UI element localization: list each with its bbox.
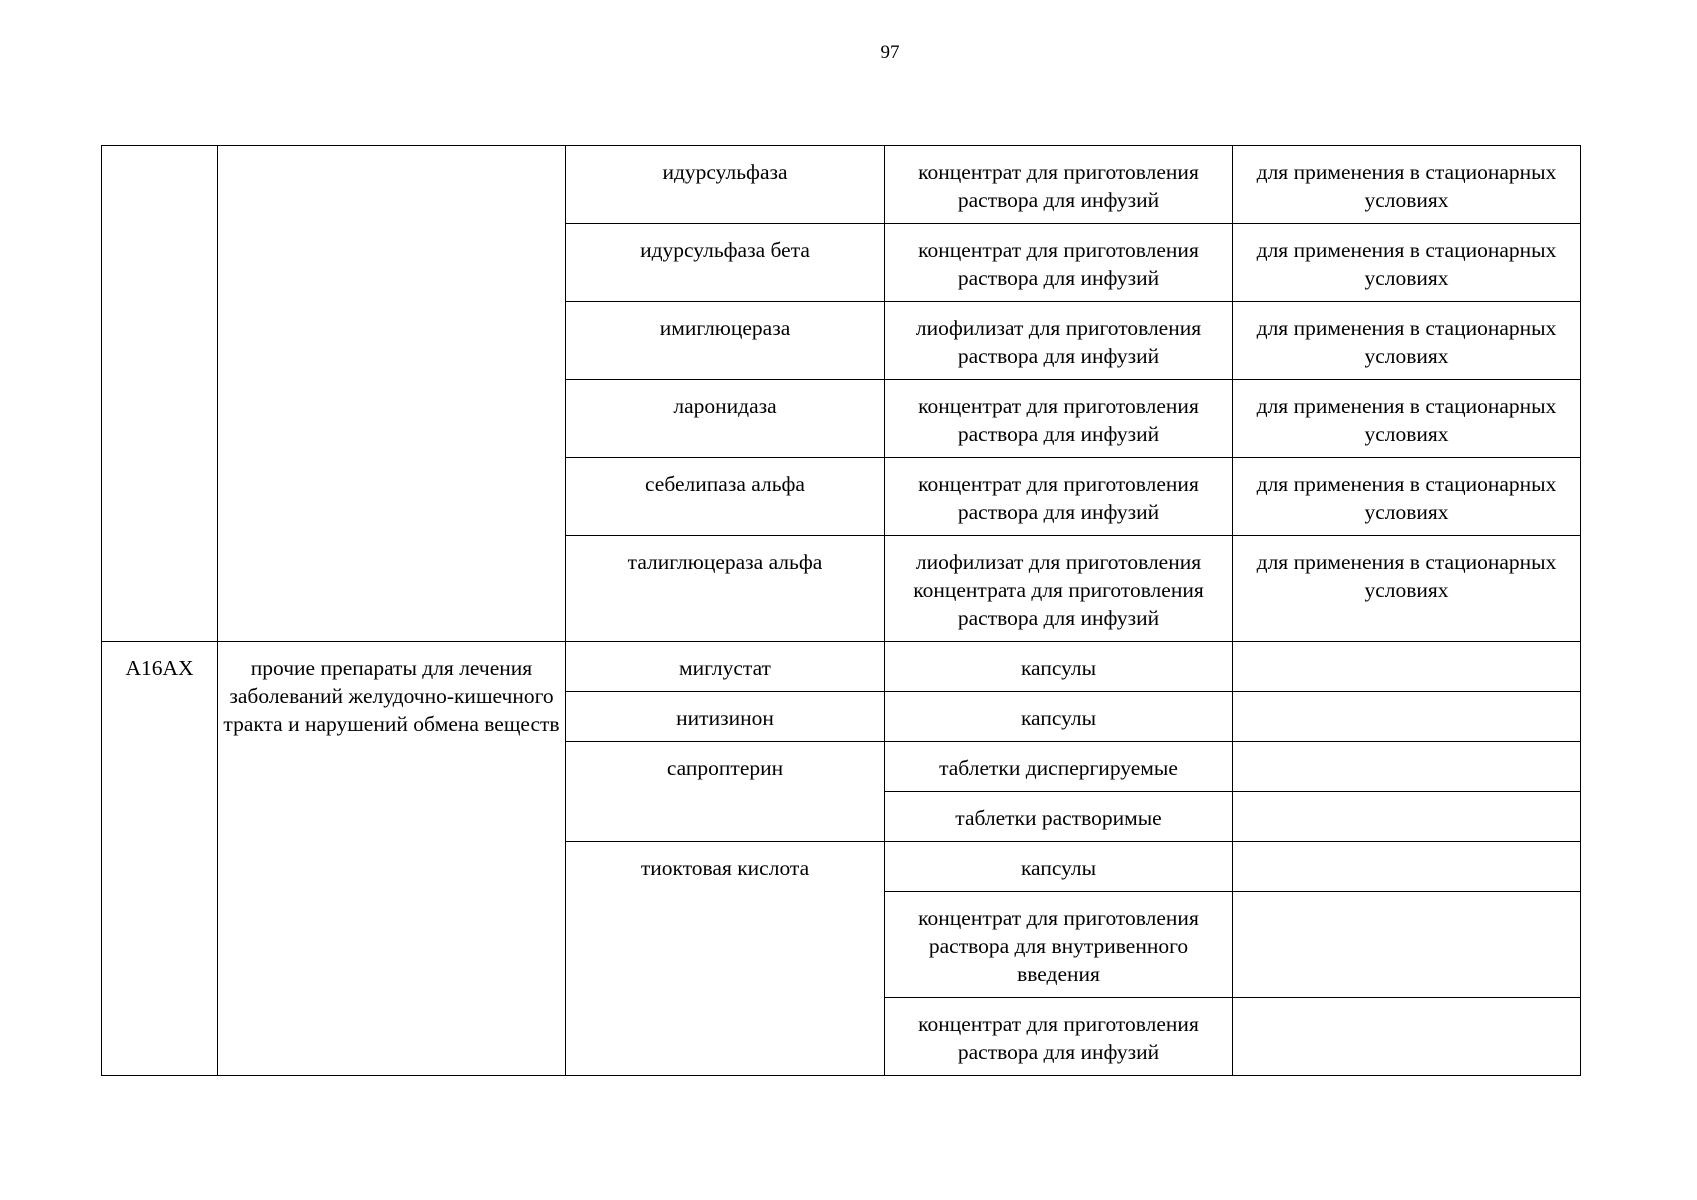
dosage-form-cell: концентрат для приготовления раствора для инфузий — [885, 458, 1233, 536]
usage-note-cell: для применения в стационарных условиях — [1233, 146, 1581, 224]
drug-name-cell: тиоктовая кислота — [566, 842, 885, 1076]
atc-code-cell-empty — [102, 146, 218, 642]
usage-note-cell — [1233, 892, 1581, 998]
medication-table — [101, 145, 1581, 1076]
drug-name-cell: себелипаза альфа — [566, 458, 885, 536]
dosage-form-cell: концентрат для приготовления раствора для инфузий — [885, 380, 1233, 458]
drug-name-cell: миглустат — [566, 642, 885, 692]
dosage-form-cell: таблетки растворимые — [885, 792, 1233, 842]
usage-note-cell — [1233, 742, 1581, 792]
dosage-form-cell: концентрат для приготовления раствора для инфузий — [885, 224, 1233, 302]
dosage-form-cell: концентрат для приготовления раствора для внутривенного введения — [885, 892, 1233, 998]
dosage-form-cell: капсулы — [885, 842, 1233, 892]
atc-group-name-cell: прочие препараты для лечения заболеваний желудочно-кишечного тракта и нарушений обмена веществ — [218, 642, 566, 1076]
usage-note-cell: для применения в стационарных условиях — [1233, 380, 1581, 458]
drug-name-cell: идурсульфаза — [566, 146, 885, 224]
usage-note-cell: для применения в стационарных условиях — [1233, 536, 1581, 642]
dosage-form-cell: таблетки диспергируемые — [885, 742, 1233, 792]
dosage-form-cell: концентрат для приготовления раствора для инфузий — [885, 146, 1233, 224]
page-number: 97 — [880, 42, 900, 63]
drug-name-cell: сапроптерин — [566, 742, 885, 842]
dosage-form-cell: капсулы — [885, 692, 1233, 742]
usage-note-cell: для применения в стационарных условиях — [1233, 302, 1581, 380]
drug-name-cell: нитизинон — [566, 692, 885, 742]
usage-note-cell — [1233, 642, 1581, 692]
dosage-form-cell: лиофилизат для приготовления концентрата для приготовления раствора для инфузий — [885, 536, 1233, 642]
drug-name-cell: идурсульфаза бета — [566, 224, 885, 302]
drug-name-cell: ларонидаза — [566, 380, 885, 458]
atc-group-cell-empty — [218, 146, 566, 642]
usage-note-cell — [1233, 792, 1581, 842]
usage-note-cell: для применения в стационарных условиях — [1233, 224, 1581, 302]
drug-name-cell: талиглюцераза альфа — [566, 536, 885, 642]
table-row — [102, 642, 1581, 692]
usage-note-cell — [1233, 842, 1581, 892]
drug-name-cell: имиглюцераза — [566, 302, 885, 380]
table-row — [102, 146, 1581, 224]
usage-note-cell — [1233, 692, 1581, 742]
usage-note-cell: для применения в стационарных условиях — [1233, 458, 1581, 536]
usage-note-cell — [1233, 998, 1581, 1076]
atc-code-cell: A16AX — [102, 642, 218, 1076]
dosage-form-cell: концентрат для приготовления раствора для инфузий — [885, 998, 1233, 1076]
dosage-form-cell: капсулы — [885, 642, 1233, 692]
dosage-form-cell: лиофилизат для приготовления раствора для инфузий — [885, 302, 1233, 380]
